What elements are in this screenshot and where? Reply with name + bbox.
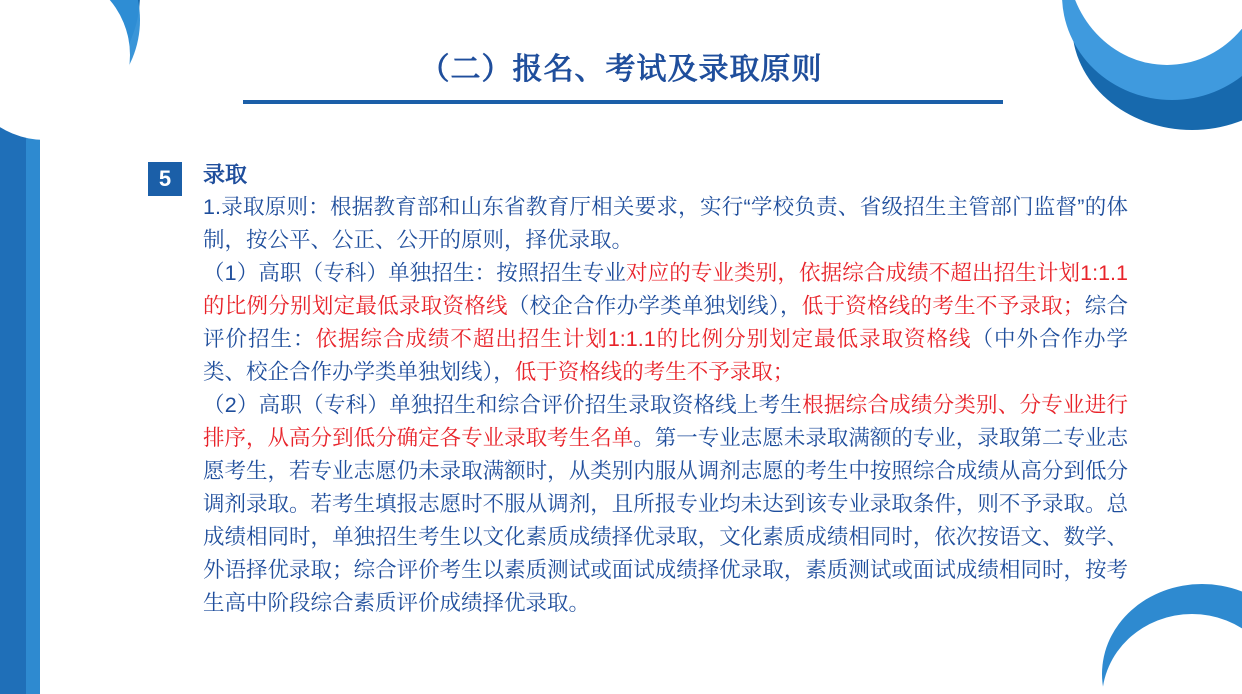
bottom-right-circle-cutout (1102, 614, 1242, 694)
text-run: 根据综合成绩分类别、分专业进行排序，从高分到低分确定各专业录取考生名单 (203, 393, 1128, 450)
left-accent-bar-secondary (26, 0, 40, 694)
text-run: （校企合作办学类单独划线）， (507, 294, 802, 318)
text-run: （1）高职（专科）单独招生：按照招生专业 (203, 261, 626, 285)
paragraph (203, 191, 1128, 257)
paragraph (203, 389, 1128, 620)
text-run: 。第一专业志愿未录取满额的专业，录取第二专业志愿考生，若专业志愿仍未录取满额时，从类别内服从调剂志愿的考生中按照综合成绩从高分到低分调剂录取。若考生填报志愿时不服从调剂，且所报专业均未达到该专业录取条件，则不予录取。总成绩相同时，单独招生考生以文化素质成绩择优录取，文化素质成绩相同时，依次按语文、数学、外语择优录取；综合评价考生以素质测试或面试成绩择优录取，素质测试或面试成绩相同时，按考生高中阶段综合素质评价成绩择优录取。 (203, 426, 1128, 615)
text-run: 1.录取原则：根据教育部和山东省教育厅相关要求，实行“学校负责、省级招生主管部门监督”的体制，按公平、公正、公开的原则，择优录取。 (203, 195, 1128, 252)
page-title: （二）报名、考试及录取原则 (419, 53, 823, 86)
text-run: 对应的专业类别，依据综合成绩不超出招生计划1:1.1的比例分别划定最低录取资格线 (203, 261, 1128, 318)
body-content (203, 158, 1128, 620)
section-heading: 录取 (203, 162, 248, 187)
text-run: 低于资格线的考生不予录取； (514, 360, 795, 384)
text-run: 依据综合成绩不超出招生计划1:1.1的比例分别划定最低录取资格线 (315, 327, 972, 351)
title-underline (243, 100, 1003, 104)
paragraph (203, 257, 1128, 389)
paragraph-list (203, 191, 1128, 620)
text-run: 综合评价招生： (203, 294, 1128, 351)
left-accent-bar (0, 0, 26, 694)
text-run: （中外合作办学类、校企合作办学类单独划线）， (203, 327, 1128, 384)
text-run: 低于资格线的考生不予录取； (801, 294, 1085, 318)
section-number-badge: 5 (148, 162, 182, 196)
text-run: （2）高职（专科）单独招生和综合评价招生录取资格线上考生 (203, 393, 803, 417)
